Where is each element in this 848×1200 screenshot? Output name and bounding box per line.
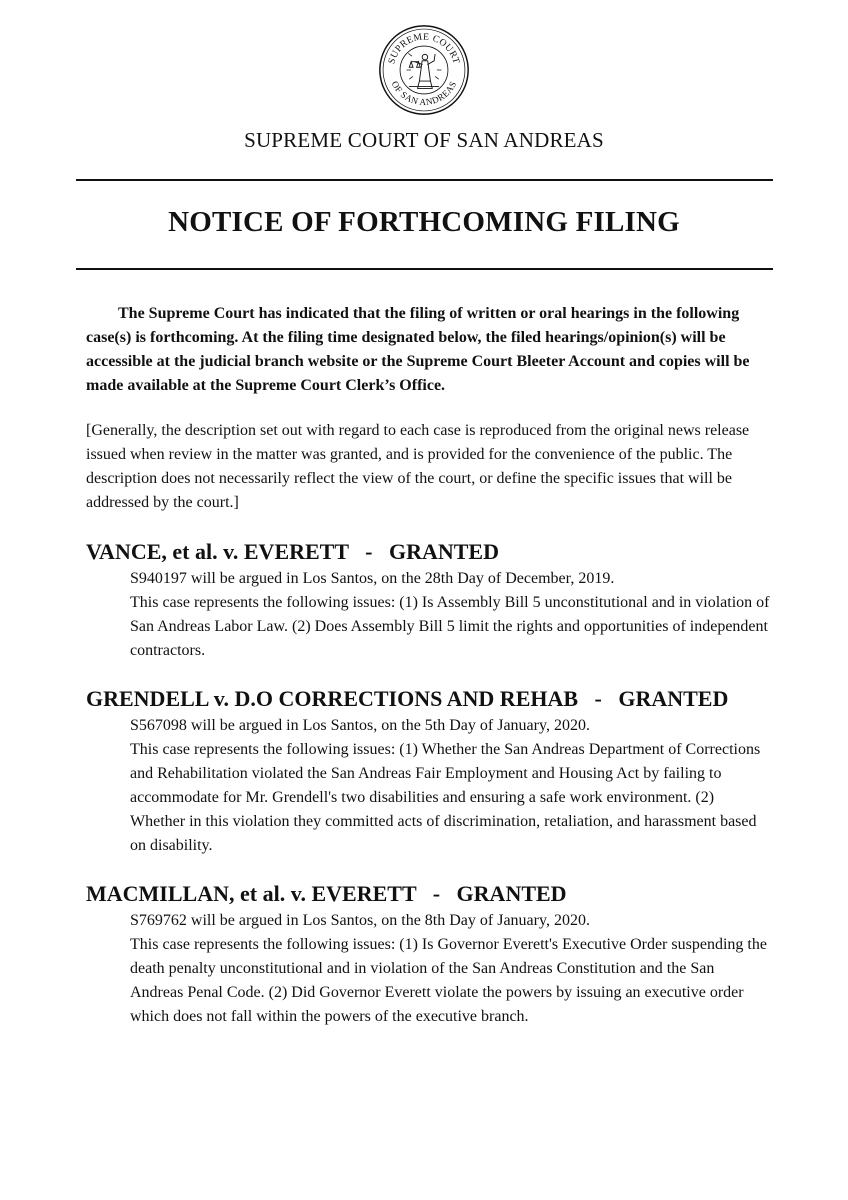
case-heading: GRENDELL v. D.O CORRECTIONS AND REHAB - GRANTED — [86, 686, 729, 711]
notice-title: NOTICE OF FORTHCOMING FILING — [168, 206, 680, 238]
case-schedule: S769762 will be argued in Los Santos, on the 8th Day of January, 2020. — [130, 912, 590, 929]
court-name: SUPREME COURT OF SAN ANDREAS — [244, 128, 604, 152]
case-heading: MACMILLAN, et al. v. EVERETT - GRANTED — [86, 881, 567, 906]
case-description — [130, 909, 770, 1029]
case-issues: This case represents the following issues: (1) Whether the San Andreas Department of Corrections and Rehabilitation violated the San Andreas Fair Employment and Housing Act by failing to accommodate for Mr. Grendell's two disabilities and ensuring a safe work environment. (2) Whether in this violation they committed acts of discrimination, retaliation, and harassment based on disability. — [130, 741, 761, 854]
seal-text-top: SUPREME COURT — [386, 31, 462, 66]
case-description — [130, 714, 770, 858]
intro-paragraph: The Supreme Court has indicated that the filing of written or oral hearings in the following case(s) is forthcoming. At the filing time designated below, the filed hearings/opinion(s) will be accessible at the judicial branch website or the Supreme Court Bleeter Account and copies will be made available at the Supreme Court Clerk’s Office. — [86, 305, 750, 394]
case-heading: VANCE, et al. v. EVERETT - GRANTED — [86, 539, 499, 564]
case-description — [130, 567, 770, 663]
court-seal-logo — [378, 24, 470, 116]
case-issues: This case represents the following issues: (1) Is Assembly Bill 5 unconstitutional and in violation of San Andreas Labor Law. (2) Does Assembly Bill 5 limit the rights and opportunities of independent contractors. — [130, 594, 770, 659]
case-schedule: S940197 will be argued in Los Santos, on the 28th Day of December, 2019. — [130, 570, 615, 587]
case-issues: This case represents the following issues: (1) Is Governor Everett's Executive Order suspending the death penalty unconstitutional and in violation of the San Andreas Constitution and the San Andreas Penal Code. (2) Did Governor Everett violate the powers by issuing an executive order which does not fall within the powers of the executive branch. — [130, 936, 767, 1025]
seal-text-bottom: OF SAN ANDREAS — [389, 79, 459, 108]
disclaimer-paragraph: [Generally, the description set out with regard to each case is reproduced from the original news release issued when review in the matter was granted, and is provided for the convenience of the public. The description does not necessarily reflect the view of the court, or define the specific issues that will be addressed by the court.] — [86, 422, 750, 511]
header-divider-bottom — [76, 268, 773, 270]
case-schedule: S567098 will be argued in Los Santos, on the 5th Day of January, 2020. — [130, 717, 590, 734]
header-divider-top — [76, 179, 773, 181]
